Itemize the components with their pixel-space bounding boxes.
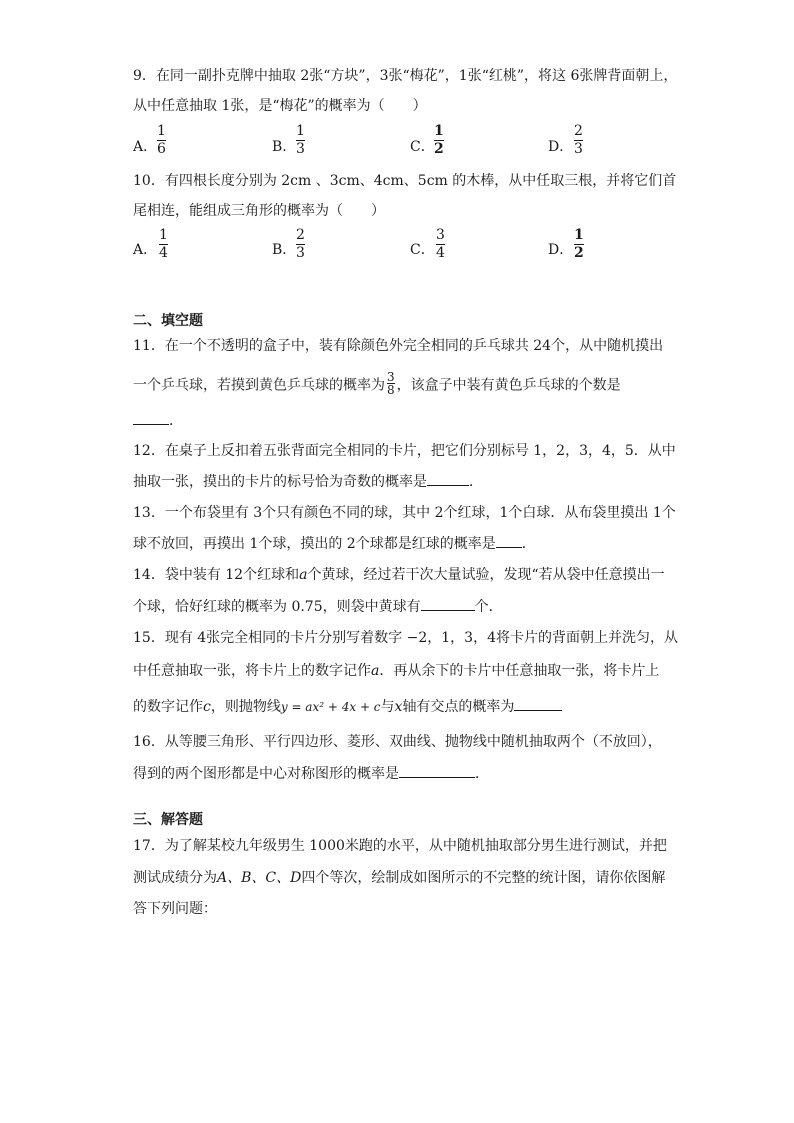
q15-variable-c: c bbox=[203, 699, 211, 715]
q10-option-d-fraction[interactable]: 1 2 bbox=[574, 227, 584, 261]
q15-line-3 bbox=[133, 696, 562, 717]
q13-line-1: 13．一个布袋里有 3个只有颜色不同的球，其中 2个红球，1个白球．从布袋里摸出 1个 bbox=[133, 505, 676, 521]
q14-text-a: 14．袋中装有 12个红球和 bbox=[133, 567, 300, 583]
q9-option-c-label[interactable]: C． bbox=[410, 139, 435, 155]
q15-line-2 bbox=[133, 661, 659, 681]
q10-option-b-fraction[interactable]: 2 3 bbox=[296, 227, 305, 261]
q14-line-1 bbox=[133, 565, 665, 585]
q10-option-b-label[interactable]: B． bbox=[272, 242, 297, 258]
q17-line-1: 17．为了解某校九年级男生 1000米跑的水平，从中随机抽取部分男生进行测试，并把 bbox=[133, 838, 667, 854]
q14-line-2 bbox=[133, 596, 503, 617]
q9-option-d-fraction[interactable]: 2 3 bbox=[574, 123, 583, 157]
q15-answer-blank[interactable] bbox=[514, 696, 562, 711]
q10-option-a-label[interactable]: A． bbox=[133, 242, 158, 258]
q10-option-a-fraction[interactable]: 1 4 bbox=[159, 227, 168, 261]
section-solution-heading: 三、解答题 bbox=[133, 812, 203, 828]
q9-option-a-label[interactable]: A． bbox=[133, 139, 158, 155]
q9-line-2: 从中任意抽取 1张，是“梅花”的概率为（ ） bbox=[133, 98, 427, 114]
q12-answer-blank[interactable] bbox=[427, 471, 469, 486]
q15-text-c: 的数字记作 bbox=[133, 699, 203, 715]
q12-line-1: 12．在桌子上反扣着五张背面完全相同的卡片，把它们分别标号 1，2，3，4，5．从中 bbox=[133, 443, 676, 459]
q14-answer-blank[interactable] bbox=[421, 596, 475, 611]
q17-text-a: 测试成绩分为 bbox=[133, 870, 217, 886]
q12-line-2 bbox=[133, 471, 483, 492]
q15-parabola-formula: y = ax² + 4x + c bbox=[280, 700, 381, 714]
section-fill-in-heading: 二、填空题 bbox=[133, 313, 203, 329]
q16-line-2 bbox=[133, 763, 489, 784]
q10-option-c-label[interactable]: C． bbox=[410, 242, 435, 258]
q17-line-3: 答下列问题： bbox=[133, 901, 217, 917]
q13-period: ． bbox=[521, 536, 536, 552]
q16-answer-blank[interactable] bbox=[399, 763, 475, 778]
q15-variable-a: a bbox=[371, 663, 380, 679]
q11-line-3 bbox=[133, 410, 183, 431]
q15-text-d: ，则抛物线 bbox=[210, 699, 281, 715]
q15-variable-x: x bbox=[394, 699, 403, 715]
q10-option-c-fraction[interactable]: 3 4 bbox=[436, 227, 445, 261]
q16-text: 得到的两个图形都是中心对称图形的概率是 bbox=[133, 766, 399, 782]
q11-answer-blank[interactable] bbox=[133, 410, 169, 425]
q15-text-b: ．再从余下的卡片中任意抽取一张，将卡片上 bbox=[379, 663, 660, 679]
q14-text-b: 个黄球，经过若干次大量试验，发现“若从袋中任意摸出一 bbox=[307, 567, 665, 583]
q10-line-1: 10．有四根长度分别为 2cm 、3cm、4cm、5cm 的木棒，从中任取三根，并将它们首 bbox=[133, 173, 677, 189]
q15-text-e: 与 bbox=[380, 699, 395, 715]
q15-text-f: 轴有交点的概率为 bbox=[402, 699, 515, 715]
q13-text: 球不放回，再摸出 1个球，摸出的 2个球都是红球的概率是 bbox=[133, 536, 496, 552]
q17-text-b: 四个等次，绘制成如图所示的不完整的统计图，请你依图解 bbox=[301, 870, 666, 886]
q14-text-c: 个球，恰好红球的概率为 0.75，则袋中黄球有 bbox=[133, 599, 421, 615]
q10-option-d-label[interactable]: D． bbox=[548, 242, 574, 258]
q17-grades: A、B、C、D bbox=[217, 870, 302, 886]
q9-line-1: 9．在同一副扑克牌中抽取 2张“方块”，3张“梅花”，1张“红桃”，将这 6张牌背面朝上， bbox=[133, 68, 678, 84]
q16-period: ． bbox=[475, 766, 489, 782]
q9-option-b-fraction[interactable]: 1 3 bbox=[296, 123, 305, 157]
q9-option-c-fraction[interactable]: 1 2 bbox=[434, 123, 444, 157]
q15-line-1: 15．现有 4张完全相同的卡片分别写着数字 −2，1，3，4将卡片的背面朝上并洗匀，从 bbox=[133, 630, 678, 646]
q10-line-2: 尾相连，能组成三角形的概率为（ ） bbox=[133, 203, 385, 219]
q9-option-b-label[interactable]: B． bbox=[272, 139, 297, 155]
q15-text-a: 中任意抽取一张，将卡片上的数字记作 bbox=[133, 663, 371, 679]
q9-option-d-label[interactable]: D． bbox=[548, 139, 574, 155]
q11-period: ． bbox=[169, 413, 183, 429]
q11-fraction: $\frac{3}{8}$ bbox=[387, 370, 395, 397]
q11-text-a: 一个乒乓球，若摸到黄色乒乓球的概率为 bbox=[133, 377, 385, 394]
q11-line-1: 11．在一个不透明的盒子中，装有除颜色外完全相同的乒乓球共 24个，从中随机摸出 bbox=[133, 338, 664, 354]
q14-text-d: 个． bbox=[474, 599, 503, 615]
q13-answer-blank[interactable] bbox=[496, 533, 522, 548]
q13-line-2 bbox=[133, 533, 536, 554]
q11-line-2 bbox=[133, 370, 621, 398]
q17-line-2 bbox=[133, 868, 665, 888]
q12-text: 抽取一张，摸出的卡片的标号恰为奇数的概率是 bbox=[133, 474, 427, 490]
q14-variable-a: a bbox=[299, 567, 308, 583]
q12-period: ． bbox=[469, 474, 483, 490]
q9-option-a-fraction[interactable]: 1 6 bbox=[157, 123, 166, 157]
q16-line-1: 16．从等腰三角形、平行四边形、菱形、双曲线、抛物线中随机抽取两个（不放回）， bbox=[133, 734, 662, 750]
q11-text-b: ，该盒子中装有黄色乒乓球的个数是 bbox=[396, 377, 621, 394]
